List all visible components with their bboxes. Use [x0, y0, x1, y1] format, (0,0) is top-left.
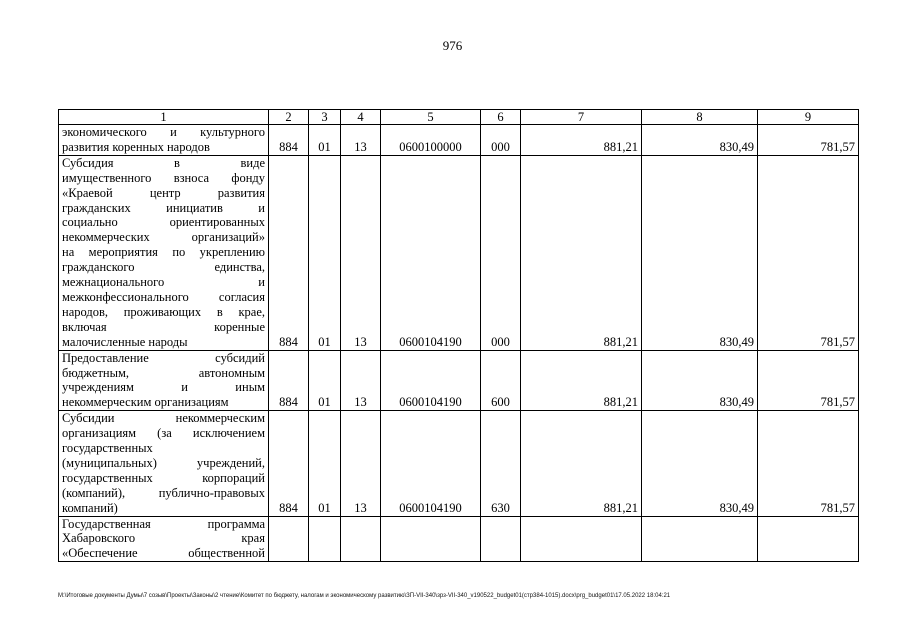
item-name-cell: [59, 350, 269, 411]
subsection-code-cell: 13: [341, 411, 381, 516]
ministry-code-cell: 884: [269, 350, 309, 411]
item-name-line: Субсидии некоммерческим: [62, 411, 265, 426]
amount-2023-cell: 830,49: [642, 411, 758, 516]
item-name-line: Субсидия в виде: [62, 155, 265, 170]
table-row: [59, 125, 859, 156]
amount-2022-cell: [521, 516, 642, 562]
expense-type-code-cell: 000: [481, 155, 521, 350]
item-name-line: государственных корпораций: [62, 470, 265, 485]
header-row: [59, 110, 859, 125]
subsection-code-cell: 13: [341, 350, 381, 411]
item-name-line: «Обеспечение общественной: [62, 546, 265, 561]
section-code-cell: 01: [309, 411, 341, 516]
item-name-cell: [59, 155, 269, 350]
expense-type-code-cell: 000: [481, 125, 521, 156]
ministry-code-cell: 884: [269, 411, 309, 516]
page-number: 976: [442, 38, 463, 53]
subsection-code-cell: [341, 516, 381, 562]
amount-2023-cell: 830,49: [642, 125, 758, 156]
header-cell: 4: [341, 110, 381, 125]
amount-2024-cell: 781,57: [758, 350, 859, 411]
table-row: [59, 411, 859, 516]
item-name-line: (муниципальных) учреждений,: [62, 455, 265, 470]
item-name-line: компаний): [62, 500, 118, 515]
item-name-line: (компаний), публично-правовых: [62, 485, 265, 500]
table-row: [59, 155, 859, 350]
item-name-line: межконфессионального согласия: [62, 289, 265, 304]
subsection-code-cell: 13: [341, 155, 381, 350]
amount-2022-cell: 881,21: [521, 125, 642, 156]
table-row: [59, 516, 859, 562]
section-code-cell: 01: [309, 350, 341, 411]
ministry-code-cell: 884: [269, 125, 309, 156]
item-name-cell: [59, 411, 269, 516]
budget-table: [58, 109, 859, 562]
item-name-line: Государственная программа: [62, 516, 265, 531]
amount-2023-cell: 830,49: [642, 350, 758, 411]
expense-type-code-cell: [481, 516, 521, 562]
item-name-line: организациям (за исключением: [62, 426, 265, 441]
amount-2023-cell: [642, 516, 758, 562]
item-name-line: развития коренных народов: [62, 139, 210, 154]
item-name-line: Предоставление субсидий: [62, 350, 265, 365]
section-code-cell: 01: [309, 155, 341, 350]
target-article-code-cell: 0600104190: [381, 155, 481, 350]
ministry-code-cell: 884: [269, 155, 309, 350]
ministry-code-cell: [269, 516, 309, 562]
item-name-line: некоммерческим организациям: [62, 395, 229, 410]
header-cell: 6: [481, 110, 521, 125]
item-name-line: народов, проживающих в крае,: [62, 304, 265, 319]
item-name-line: межнационального и: [62, 275, 265, 290]
amount-2022-cell: 881,21: [521, 350, 642, 411]
target-article-code-cell: [381, 516, 481, 562]
section-code-cell: [309, 516, 341, 562]
item-name-line: учреждениям и иным: [62, 380, 265, 395]
table-row: [59, 350, 859, 411]
section-code-cell: 01: [309, 125, 341, 156]
item-name-line: на мероприятия по укреплению: [62, 245, 265, 260]
header-cell: 7: [521, 110, 642, 125]
header-cell: 1: [59, 110, 269, 125]
expense-type-code-cell: 630: [481, 411, 521, 516]
header-cell: 8: [642, 110, 758, 125]
header-cell: 2: [269, 110, 309, 125]
item-name-line: Хабаровского края: [62, 531, 265, 546]
item-name-line: экономического и культурного: [62, 125, 265, 139]
item-name-line: включая коренные: [62, 319, 265, 334]
amount-2023-cell: 830,49: [642, 155, 758, 350]
subsection-code-cell: 13: [341, 125, 381, 156]
item-name-line: «Краевой центр развития: [62, 185, 265, 200]
item-name-line: малочисленные народы: [62, 334, 188, 349]
item-name-line: некоммерческих организаций»: [62, 230, 265, 245]
item-name-line: государственных: [62, 441, 153, 456]
item-name-cell: [59, 125, 269, 156]
header-cell: 9: [758, 110, 859, 125]
item-name-line: гражданских инициатив и: [62, 200, 265, 215]
target-article-code-cell: 0600100000: [381, 125, 481, 156]
item-name-line: бюджетным, автономным: [62, 365, 265, 380]
item-name-cell: [59, 516, 269, 562]
amount-2024-cell: [758, 516, 859, 562]
expense-type-code-cell: 600: [481, 350, 521, 411]
item-name-line: гражданского единства,: [62, 260, 265, 275]
amount-2024-cell: 781,57: [758, 125, 859, 156]
header-cell: 3: [309, 110, 341, 125]
amount-2024-cell: 781,57: [758, 155, 859, 350]
target-article-code-cell: 0600104190: [381, 411, 481, 516]
amount-2024-cell: 781,57: [758, 411, 859, 516]
amount-2022-cell: 881,21: [521, 155, 642, 350]
header-cell: 5: [381, 110, 481, 125]
target-article-code-cell: 0600104190: [381, 350, 481, 411]
item-name-line: имущественного взноса фонду: [62, 170, 265, 185]
file-path-footer: M:\Итоговые документы Думы\7 созыв\Проекты\Законы\2 чтение\Комитет по бюджету, налогам и экономическому развитию\ЗП-VII-340\зрз-VII-340_v190522_budget01(стр384-1015).docx\prg_budget01\17.05.2022 18:04:21: [58, 593, 671, 599]
amount-2022-cell: 881,21: [521, 411, 642, 516]
item-name-line: социально ориентированных: [62, 215, 265, 230]
